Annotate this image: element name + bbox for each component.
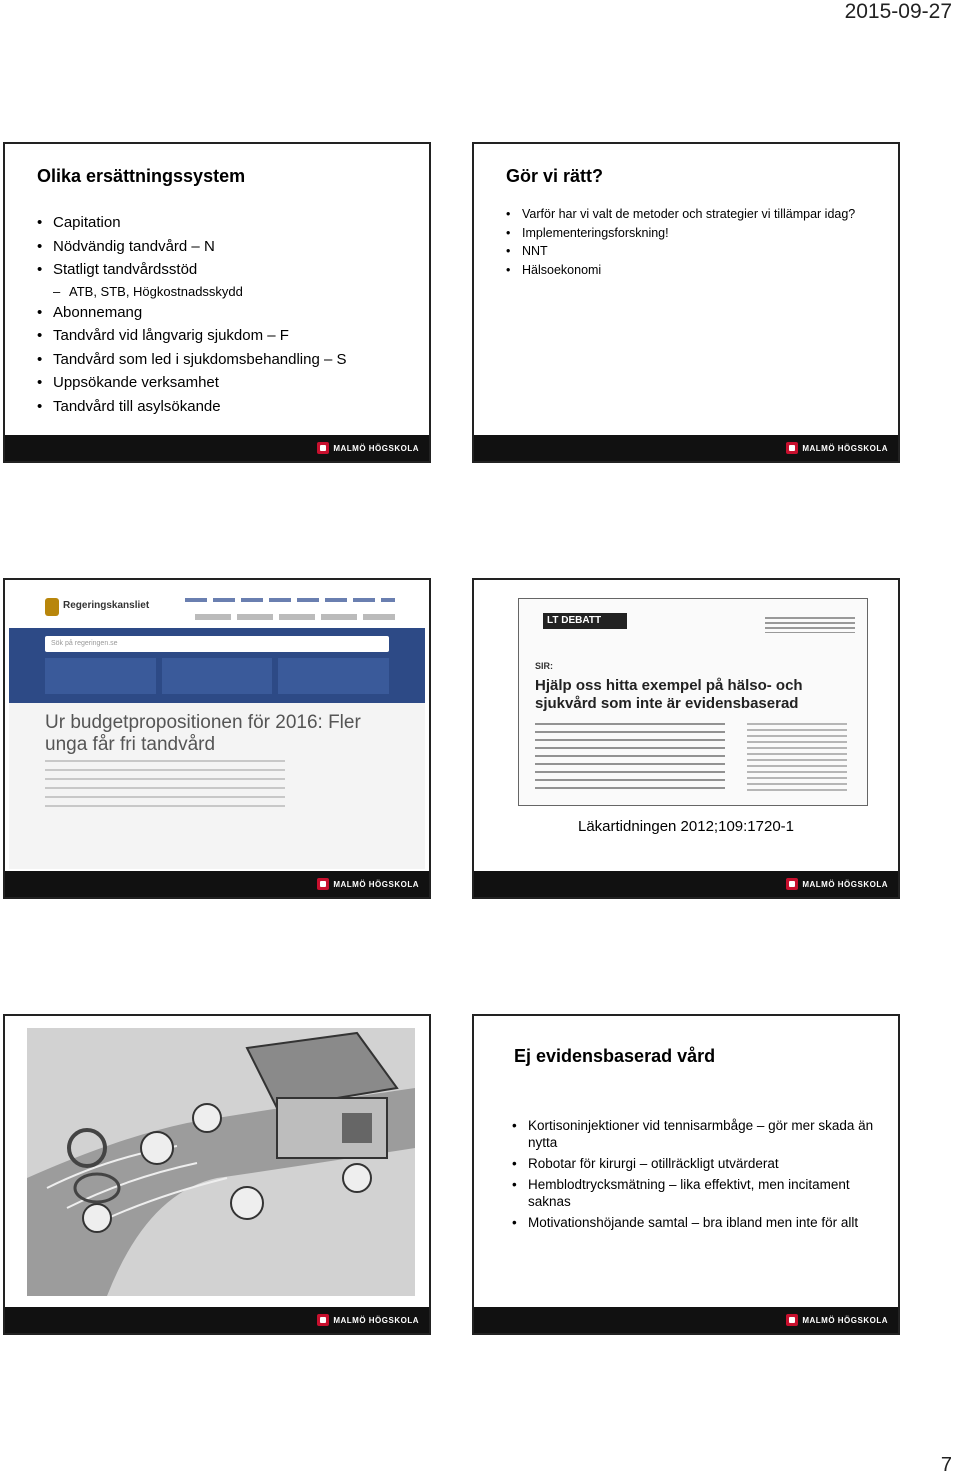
- bullet-list: [506, 207, 866, 278]
- list-subitem: – ATB, STB, Högkostnadsskydd: [37, 282, 347, 301]
- list-item: • Motivationshöjande samtal – bra ibland men inte för allt: [512, 1214, 882, 1231]
- slide-regeringen-screenshot: [3, 578, 431, 899]
- page-number: 7: [940, 1454, 952, 1476]
- site-name: Regeringskansliet: [63, 600, 150, 611]
- newspaper-clipping: [518, 598, 868, 806]
- list-item: • Tandvård som led i sjukdomsbehandling – S: [37, 348, 347, 372]
- list-item: • Nödvändig tandvård – N: [37, 235, 347, 259]
- nav-buttons: [195, 614, 395, 620]
- slide-footer: [5, 1307, 429, 1333]
- list-item: • Varför har vi valt de metoder och strategier vi tillämpar idag?: [506, 207, 866, 223]
- bullet-list: [512, 1117, 882, 1231]
- list-item: • Abonnemang: [37, 301, 347, 325]
- list-item: • Statligt tandvårdsstöd: [37, 258, 347, 282]
- illustration-drawing: [27, 1028, 415, 1296]
- slide-title: Olika ersättningssystem: [37, 166, 246, 186]
- page-date: 2015-09-27: [844, 0, 952, 23]
- logo-icon: [786, 878, 798, 890]
- slide-ersattningssystem: [3, 142, 431, 463]
- logo-icon: [786, 1314, 798, 1326]
- logo-icon: [317, 442, 329, 454]
- paper-header: LT DEBATT: [543, 613, 627, 629]
- bullet-list: [37, 211, 347, 418]
- slide-title: Gör vi rätt?: [506, 166, 604, 186]
- logo-icon: [317, 1314, 329, 1326]
- cartoon-illustration: [27, 1028, 415, 1296]
- list-item: • Capitation: [37, 211, 347, 235]
- list-item: • Robotar för kirurgi – otillräckligt utvärderat: [512, 1155, 882, 1172]
- list-item: • Hemblodtrycksmätning – lika effektivt, men incitament saknas: [512, 1176, 882, 1210]
- slide-ej-evidensbaserad: [472, 1014, 900, 1335]
- article-headline: Hjälp oss hitta exempel på hälso- och sjukvård som inte är evidensbaserad: [535, 677, 803, 712]
- nav-tiles: [45, 658, 389, 694]
- slide-illustration: [3, 1014, 431, 1335]
- article-sidebar: [747, 723, 847, 791]
- malmo-logo: MALMÖ HÖGSKOLA: [317, 1314, 419, 1326]
- malmo-logo: MALMÖ HÖGSKOLA: [317, 878, 419, 890]
- malmo-logo: MALMÖ HÖGSKOLA: [786, 442, 888, 454]
- list-item: • Tandvård vid långvarig sjukdom – F: [37, 324, 347, 348]
- malmo-logo: MALMÖ HÖGSKOLA: [317, 442, 419, 454]
- list-item: • Hälsoekonomi: [506, 263, 866, 279]
- logo-icon: [786, 442, 798, 454]
- website-screenshot: [9, 584, 425, 869]
- list-item: • Uppsökande verksamhet: [37, 371, 347, 395]
- search-input: Sök på regeringen.se: [45, 636, 389, 652]
- slide-footer: [474, 871, 898, 897]
- nav-links: [185, 598, 395, 602]
- article-text: [45, 760, 285, 812]
- logo-icon: [317, 878, 329, 890]
- article-headline: Ur budgetpropositionen för 2016: Fler unga får fri tandvård: [45, 712, 361, 755]
- header-text: [765, 617, 855, 633]
- list-item: • NNT: [506, 244, 866, 260]
- list-item: • Implementeringsforskning!: [506, 226, 866, 242]
- slide-gor-vi-ratt: [472, 142, 900, 463]
- malmo-logo: MALMÖ HÖGSKOLA: [786, 1314, 888, 1326]
- slide-footer: [5, 435, 429, 461]
- source-caption: Läkartidningen 2012;109:1720-1: [577, 818, 794, 835]
- slide-lakartidningen: [472, 578, 900, 899]
- malmo-logo: MALMÖ HÖGSKOLA: [786, 878, 888, 890]
- slide-footer: [474, 1307, 898, 1333]
- crest-icon: [45, 598, 59, 616]
- list-item: • Kortisoninjektioner vid tennisarmbåge – gör mer skada än nytta: [512, 1117, 882, 1151]
- list-item: • Tandvård till asylsökande: [37, 395, 347, 419]
- slide-title: Ej evidensbaserad vård: [514, 1046, 716, 1066]
- slide-footer: [5, 871, 429, 897]
- slide-footer: [474, 435, 898, 461]
- article-body: [535, 723, 725, 791]
- article-tag: SIR:: [535, 661, 553, 671]
